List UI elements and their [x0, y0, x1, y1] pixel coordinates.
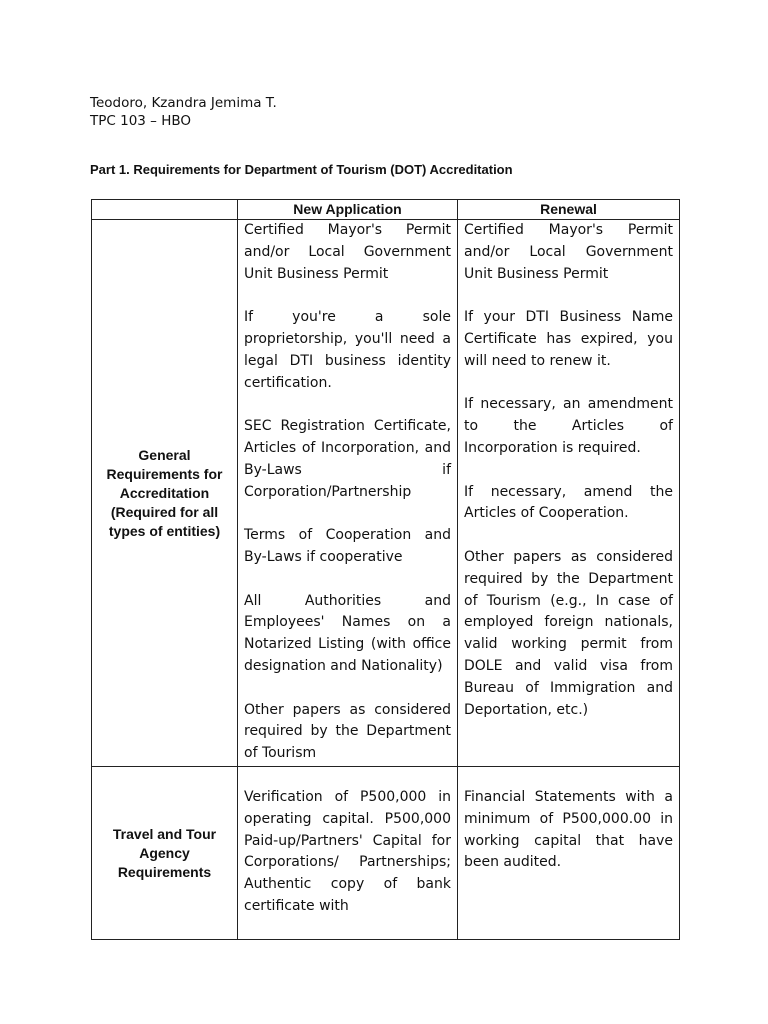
travel-renewal-cell — [458, 767, 680, 940]
header-renewal: Renewal — [458, 200, 680, 220]
requirements-table — [91, 199, 680, 940]
general-renewal-item: Other papers as considered required by the Department of Tourism (e.g., In case of employed foreign nationals, valid working permit from DOLE and valid visa from Bureau of Immigration and Deportation, etc.) — [464, 548, 673, 718]
general-new-item: All Authorities and Employees' Names on a Notarized Listing (with office designation and Nationality) — [244, 592, 451, 674]
travel-new-item: Verification of P500,000 in operating capital. P500,000 Paid-up/Partners' Capital for Corporations/ Partnerships; Authentic copy of bank certificate with — [244, 789, 451, 914]
row-label-travel-tour: Travel and Tour Agency Requirements — [92, 767, 238, 940]
general-renewal-item: If necessary, amend the Articles of Cooperation. — [464, 483, 673, 522]
row-label-general: General Requirements for Accreditation (Required for all types of entities) — [92, 220, 238, 767]
general-renewal-item: If necessary, an amendment to the Articles of Incorporation is required. — [464, 396, 673, 456]
table-row-travel-tour — [92, 767, 680, 940]
general-new-item: SEC Registration Certificate, Articles of Incorporation, and By-Laws if Corporation/Partnership — [244, 418, 451, 500]
table-row-general-requirements — [92, 220, 680, 767]
general-renewal-cell — [458, 220, 680, 767]
part-title: Part 1. Requirements for Department of Tourism (DOT) Accreditation — [90, 162, 513, 177]
author-name: Teodoro, Kzandra Jemima T. — [90, 95, 277, 111]
header-empty — [92, 200, 238, 220]
course-code: TPC 103 – HBO — [90, 113, 192, 129]
general-new-item: Certified Mayor's Permit and/or Local Government Unit Business Permit — [244, 222, 451, 282]
header-new-application: New Application — [238, 200, 458, 220]
author-block — [90, 94, 277, 130]
travel-new-application-cell — [238, 767, 458, 940]
table-header-row — [92, 200, 680, 220]
travel-renewal-item: Financial Statements with a minimum of P500,000.00 in working capital that have been audited. — [464, 789, 673, 871]
general-new-item: If you're a sole proprietorship, you'll need a legal DTI business identity certification. — [244, 309, 451, 391]
general-renewal-item: If your DTI Business Name Certificate has expired, you will need to renew it. — [464, 309, 673, 369]
general-new-item: Terms of Cooperation and By-Laws if cooperative — [244, 527, 451, 565]
general-renewal-item: Certified Mayor's Permit and/or Local Government Unit Business Permit — [464, 222, 673, 282]
general-new-application-cell — [238, 220, 458, 767]
general-new-item: Other papers as considered required by the Department of Tourism — [244, 701, 451, 762]
